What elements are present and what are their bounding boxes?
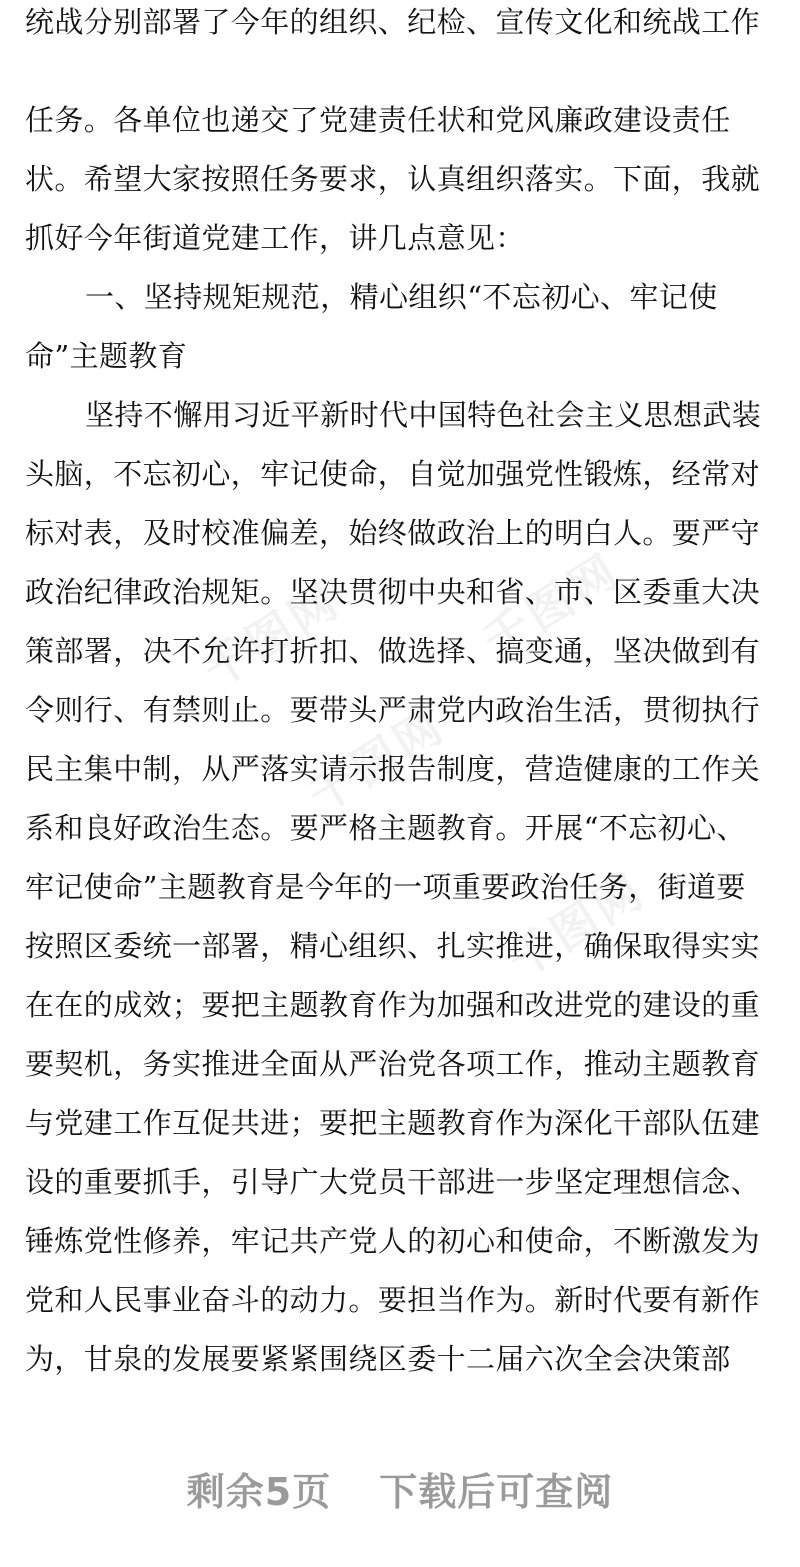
text-line: 党和人民事业奋斗的动力。要担当作为。新时代要有新作 bbox=[25, 1283, 761, 1317]
download-prompt[interactable] bbox=[0, 1462, 800, 1522]
watermark: 千图网 bbox=[298, 697, 455, 824]
watermark: 千图网 bbox=[193, 572, 350, 699]
text-line: 民主集中制，从严落实请示报告制度，营造健康的工作关 bbox=[25, 752, 761, 786]
text-line: 锤炼党性修养，牢记共产党人的初心和使命，不断激发为 bbox=[25, 1224, 761, 1258]
text-line: 系和良好政治生态。要严格主题教育。开展“不忘初心、 bbox=[25, 811, 746, 845]
text-line: 按照区委统一部署，精心组织、扎实推进，确保取得实实 bbox=[25, 929, 761, 963]
section-heading: 一、坚持规矩规范，精心组织“不忘初心、牢记使 bbox=[85, 280, 718, 314]
text-line: 要契机，务实推进全面从严治党各项工作，推动主题教育 bbox=[25, 1047, 761, 1081]
text-line: 为，甘泉的发展要紧紧围绕区委十二届六次全会决策部 bbox=[25, 1342, 731, 1376]
text-line: 在在的成效；要把主题教育作为加强和改进党的建设的重 bbox=[25, 988, 761, 1022]
text-line: 抓好今年街道党建工作，讲几点意见： bbox=[25, 221, 525, 255]
text-line: 状。希望大家按照任务要求，认真组织落实。下面，我就 bbox=[25, 162, 761, 196]
text-line: 头脑，不忘初心，牢记使命，自觉加强党性锻炼，经常对 bbox=[25, 457, 761, 491]
text-line: 政治纪律政治规矩。坚决贯彻中央和省、市、区委重大决 bbox=[25, 575, 761, 609]
text-line: 任务。各单位也递交了党建责任状和党风廉政建设责任 bbox=[25, 103, 731, 137]
text-line: 坚持不懈用习近平新时代中国特色社会主义思想武装 bbox=[85, 398, 762, 432]
text-line: 设的重要抓手，引导广大党员干部进一步坚定理想信念、 bbox=[25, 1165, 761, 1199]
watermark: 千图网 bbox=[498, 862, 655, 989]
section-heading: 命”主题教育 bbox=[25, 339, 188, 373]
text-line: 牢记使命”主题教育是今年的一项重要政治任务，街道要 bbox=[25, 870, 746, 904]
text-line: 统战分别部署了今年的组织、纪检、宣传文化和统战工作 bbox=[25, 5, 761, 39]
text-line: 令则行、有禁则止。要带头严肃党内政治生活，贯彻执行 bbox=[25, 693, 761, 727]
text-line: 标对表，及时校准偏差，始终做政治上的明白人。要严守 bbox=[25, 516, 761, 550]
text-line: 策部署，决不允许打折扣、做选择、搞变通，坚决做到有 bbox=[25, 634, 761, 668]
watermark: 千图网 bbox=[473, 542, 630, 669]
download-hint-label: 下载后可查阅 bbox=[379, 1470, 614, 1514]
remaining-pages-label: 剩余5页 bbox=[186, 1470, 332, 1514]
text-line: 与党建工作互促共进；要把主题教育作为深化干部队伍建 bbox=[25, 1106, 761, 1140]
